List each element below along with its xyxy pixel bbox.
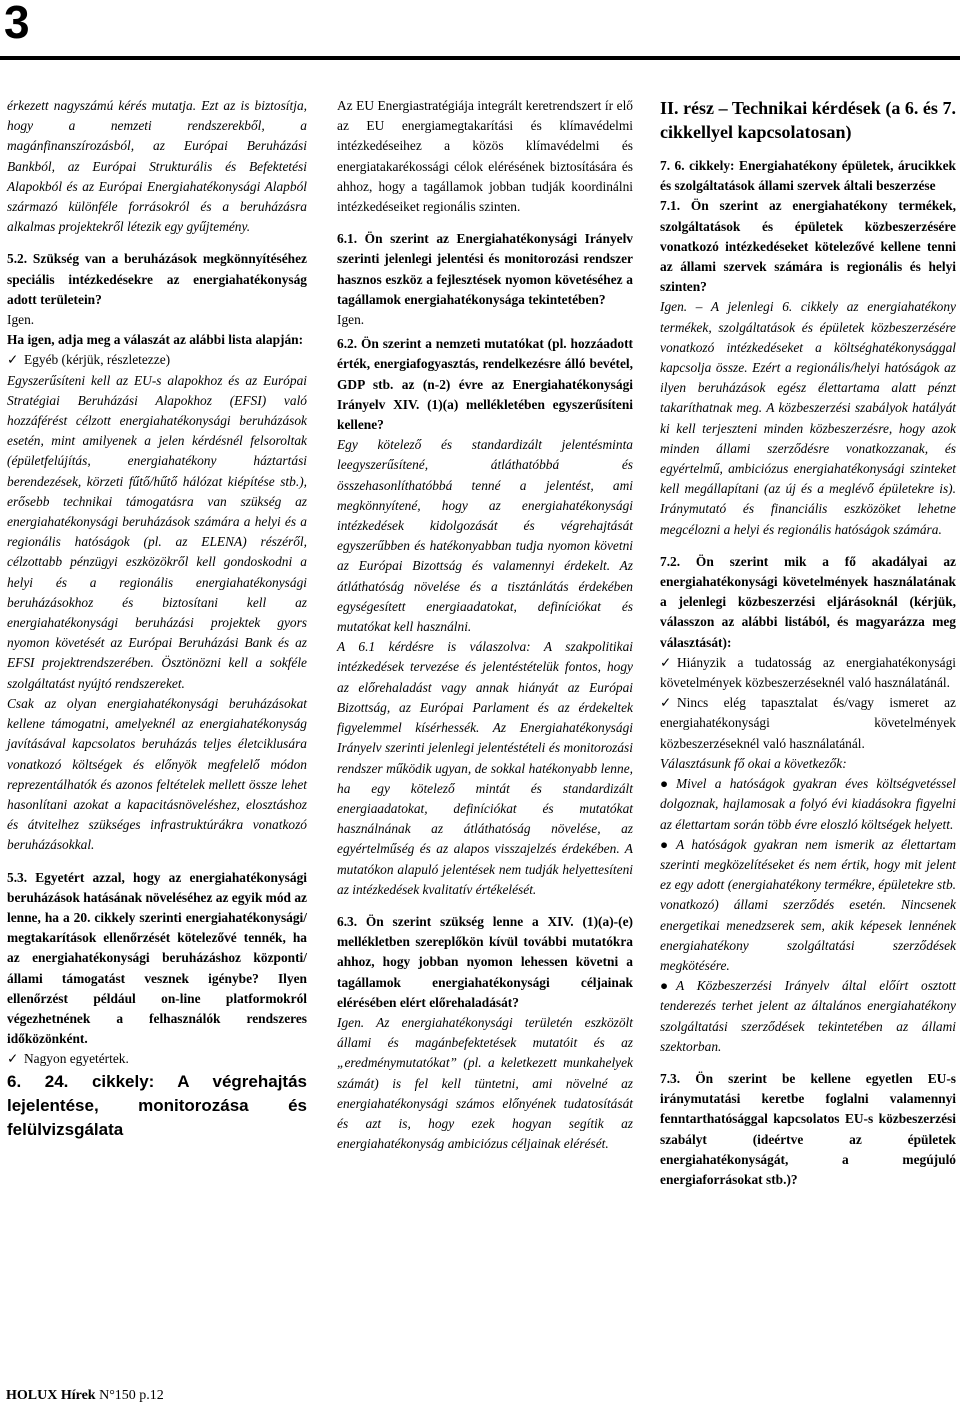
question-5-3: 5.3. Egyetért azzal, hogy az energiahatékonysági beruházások hatásának növeléséhez az egyik mód az lenne, ha a 20. cikkely szerinti energiahatékonysági/ megtakarítások ellenőrzését kötelezővé tennék, ha az energiahatékonysági beruházáshoz központi/állami támogatást vesznek igénybe? Ilyen ellenőrzést például on-line platformokról végezhetnének a felhasználók rendszeres időközönként. [7,869,307,1047]
column-3 [660,96,956,1190]
reason-2 [660,835,956,976]
answer-5-2-text-2: Csak az olyan energiahatékonysági beruházásokat kellene támogatni, amelyeknél az energiahatékonyság javításával kapcsolatos beruházás teljes életciklusára vonatkozó költségek és előnyök megfelelő módon reprezentálhatók és azonos feltételek mellett össze lehet hasonlítani azokat a kapacitásnöveléshez, elosztáshoz és átvitelhez szükséges infrastruktúrákra vonatkozó beruházásokkal. [7,695,307,853]
footer-issue: N°150 p.12 [99,1388,164,1403]
answer-6-1-yes: Igen. [337,312,365,328]
question-6-1: 6.1. Ön szerint az Energiahatékonysági Irányelv szerinti jelenlegi jelentési és monitorozási rendszer hasznos eszköz a fejlesztések nyomon követéséhez a tagállamok energiahatékonysága tekintetében? [337,231,633,307]
question-7-3: 7.3. Ön szerint be kellene egyetlen EU-s iránymutatási keretbe foglalni valamennyi fenntarthatósággal kapcsolatos EU-s közbeszerzési szabályt (ideértve az épületek energiahatékonyságát, a megújuló energiaforrásokat stb.)? [660,1070,956,1187]
option-lack-of-experience-label: Nincs elég tapasztalat és/vagy ismeret az energiahatékonysági követelmények közbeszerzéseknél való használatánál. [660,695,956,751]
answer-6-2-continued: A 6.1 kérdésre is válaszolva: A szakpolitikai intézkedések tervezése és jelentéstételük fontos, hogy az előrehaladást vagy annak hiányát az Európai Bizottság, az Európai Parlament és az érdekeltek figyelemmel kísérhessék. Az Energiahatékonysági Irányelv szerinti jelenlegi jelentéstételi és monitorozási rendszer működik ugyan, de sokkal hatékonyabb lenne, ha egy kötelező mintát és standardizált energiaadatokat, definíciókat és mutatókat használnának az átláthatóság növelése, az egyértelműség és az alapos visszajelzés érdekében. A mutatókon alapuló jelentések nem tudják helyettesíteni az intézkedések kvalitatív értékelését. [337,639,633,897]
bullet-icon: ● [660,776,669,792]
reason-3 [660,976,956,1057]
question-5-2: 5.2. Szükség van a beruházások megkönnyítéséhez speciális intézkedésekre az energiahatékonyság adott területein? [7,251,307,307]
option-lack-of-experience [660,693,956,754]
option-strongly-agree [7,1049,307,1069]
answer-5-2-text-1: Egyszerűsíteni kell az EU-s alapokhoz és az Európai Stratégiai Beruházási Alapokhoz (EFSI) való hozzáférést célzott energiahatékonysági beruházások esetén, mint amilyenek a jelen kérdésnél felsoroltak (épületfelújítás, energiahatékony háztartási berendezések, körzeti fűtő/hűtő hálózat kiépítése stb.), erősebb technikai támogatásra van szükség az energiahatékonysági beruházások számára a helyi és a regionális hatóságok (pl. az ELENA) részéről, célzottabb pénzügyi eszközökről kell gondoskodni a helyi és a regionális energiahatékonysági beruházásokhoz és biztosítani kell az energiahatékonysági beruházási projektek gyors nyomon követését az Európai Beruházási Bank és az EFSI projektrendszerében. Ösztönözni kell a sokféle szolgáltatást nyújtó rendszereket. [7,372,307,691]
question-7-2: 7.2. Ön szerint mik a fő akadályai az energiahatékonysági követelmények használatának a jelenlegi közbeszerzési eljárásoknál (kérjük, válasszon az alábbi listából, és magyarázza meg választását): [660,553,956,650]
answer-5-2-prompt: Ha igen, adja meg a válaszát az alábbi lista alapján: [7,332,304,348]
section-6-heading: 6. 24. cikkely: A végrehajtás lejelentése, monitorozása és felülvizsgálata [7,1071,307,1139]
part-2-title: II. rész – Technikai kérdések (a 6. és 7. cikkellyel kapcsolatosan) [660,98,956,142]
col2-intro: Az EU Energiastratégiája integrált keretrendszert ír elő az EU energiamegtakarítási és klímavédelmi intézkedéseihez a közös klímavédelmi és energiatakarékossági célok elérésének biztosítására és ahhoz, hogy a tagállamok jobban tudják koordinálni intézkedéseiket regionális szinten. [337,98,633,215]
answer-7-1: Igen. – A jelenlegi 6. cikkely az energiahatékony termékek, szolgáltatások és épületek közbeszerzésére vonatkozó intézkedéseket a költséghatékonysággal kapcsolja össze. Ezért a regionális/helyi hatóságok az ilyen beruházások egész élettartama alatt pénzt takaríthatnak meg. A közbeszerzési szabályok hatályát ki kell terjeszteni minden közbeszerzésre, hogy azok minden állami szerződésre vonatkozzanak, és egyértelmű, ambiciózus energiahatékonysági szinteket kell megállapítani (az új és a meglévő épületekre is). Iránymutató és financiális eszközöket lehetne megcélozni a helyi és regionális hatóságok számára. [660,299,956,537]
col1-intro: érkezett nagyszámú kérés mutatja. Ezt az is biztosítja, hogy a nemzeti rendszerekből, a magánfinanszírozásból, az Európai Beruházási Bankból, az Európai Strukturális és Befektetési Alapokból és az Európai Energiahatékonysági Alapból származó különféle forrásokról és a beruházásra alkalmas projektekről létezik egy gyűjtemény. [7,98,307,235]
reason-1-text: Mivel a hatóságok gyakran éves költségvetéssel dolgoznak, hajlamosak a folyó évi kiadásokra figyelni az élettartam során több évre eloszló költségek helyett. [660,776,956,832]
footer [6,1388,164,1404]
checkmark-icon: ✓ [660,695,672,711]
checkmark-icon: ✓ [7,1051,19,1067]
column-1 [7,96,307,1142]
page-number: 3 [4,0,30,48]
option-lack-of-awareness-label: Hiányzik a tudatosság az energiahatékonysági követelmények közbeszerzéseknél való használatánál. [660,654,956,691]
reason-1 [660,774,956,835]
reasons-intro: Választásunk fő okai a következők: [660,755,847,771]
answer-6-3: Igen. Az energiahatékonysági területén eszközölt állami és magánbefektetések mutatóit és az „eredménymutatókat” (pl. a keletkezett munkahelyek számát) is fel kell tüntetni, ami növelné az energiahatékonysági számos előnyének tudatosítását és azt is, hogy ezek hogyan segítik az energiahatékonyság ambiciózus céljainak elérését. [337,1014,633,1152]
footer-brand: HOLUX Hírek [6,1388,96,1403]
option-other-label: Egyéb (kérjük, részletezze) [24,352,171,368]
header-rule [0,56,960,60]
reason-3-text: A Közbeszerzési Irányelv által előírt osztott tenderezés terhet jelent az általános energiahatékony szolgáltatási szerződések tekintetében az állami szektorban. [660,978,956,1054]
answer-6-2: Egy kötelező és standardizált jelentésminta leegyszerűsítené, átláthatóbbá és összehasonlíthatóbbá tenné a jelentést, ami megkönnyítené, hogy az energiahatékonysági intézkedések kidolgozását és végrehajtását egyszerűbben és hatékonyabban tudja nyomon követni az Európai Bizottság és valamennyi érdekelt. Az átláthatóság növelése és a tisztánlátás érdekében egységesített energiaadatokat, definíciókat és mutatókat kell használni. [337,437,633,635]
option-strongly-agree-label: Nagyon egyetértek. [24,1051,129,1067]
checkmark-icon: ✓ [7,352,19,368]
column-2 [337,96,633,1154]
bullet-icon: ● [660,978,669,994]
answer-5-2-yes: Igen. [7,312,35,328]
question-6-2: 6.2. Ön szerint a nemzeti mutatókat (pl. hozzáadott érték, energiafogyasztás, rendelkezésre álló bevétel, GDP stb. az (n-2) évre az Energiahatékonysági Irányelv XIV. (1)(a) mellékletében egyszerűsíteni kellene? [337,336,633,433]
question-6-3: 6.3. Ön szerint szükség lenne a XIV. (1)(a)-(e) mellékletben szereplőkön kívül további mutatókra ahhoz, hogy jobban nyomon lehessen követni a tagállamok energiahatékonysági céljainak elérésében elért előrehaladását? [337,913,633,1010]
option-lack-of-awareness [660,653,956,693]
bullet-icon: ● [660,836,669,852]
article-7-heading: 7. 6. cikkely: Energiahatékony épületek, árucikkek és szolgáltatások állami szervek általi beszerzése [660,158,956,194]
checkmark-icon: ✓ [660,654,672,670]
option-other [7,350,307,370]
reason-2-text: A hatóságok gyakran nem ismerik az élettartam szerinti megközelítéseket és nem értik, hogy mit jelent ez egy adott (energiahatékony termékre, épületekre stb. vonatkozó) állami szerződés esetén. Nincsenek energetikai menedzserek sem, akik képesek lennének energiahatékony szolgáltatási szerződések megkötésére. [660,836,956,973]
question-7-1: 7.1. Ön szerint az energiahatékony termékek, szolgáltatások és épületek közbeszerzésére vonatkozó intézkedéseket kötelezővé kellene tenni az állami szervek számára is regionális és helyi szinten? [660,198,956,295]
